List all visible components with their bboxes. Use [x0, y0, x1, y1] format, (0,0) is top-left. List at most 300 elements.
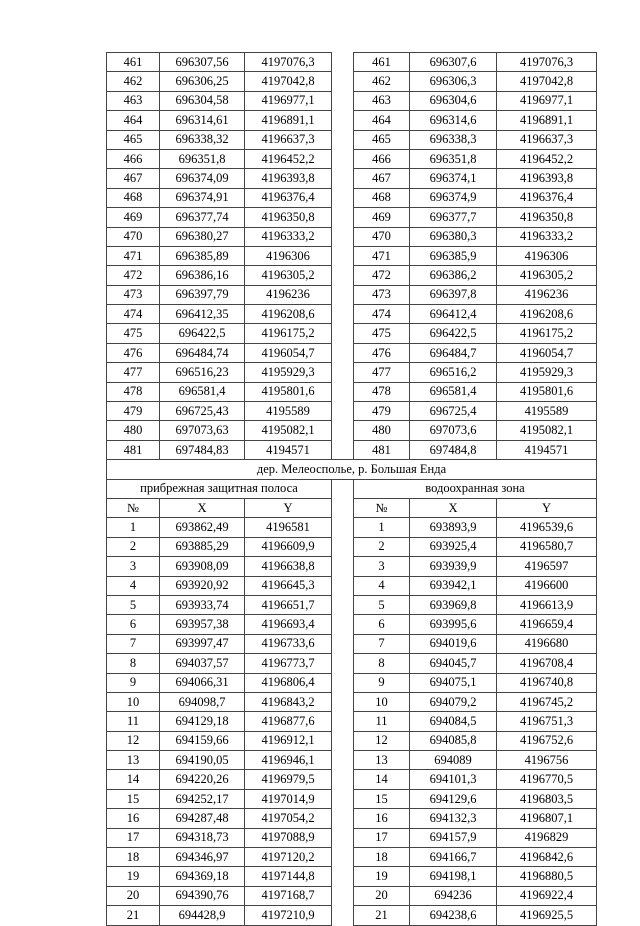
left-x-value: 694159,66 [160, 731, 245, 750]
left-x-value: 696306,25 [160, 72, 245, 91]
right-y-value: 4196393,8 [497, 169, 597, 188]
right-x-value: 693969,8 [410, 595, 497, 614]
column-gap [332, 208, 354, 227]
coordinates-table [106, 52, 597, 926]
right-y-value: 4196539,6 [497, 518, 597, 537]
right-x-value: 694129,6 [410, 789, 497, 808]
left-x-value: 696338,32 [160, 130, 245, 149]
left-point-number: 17 [107, 828, 160, 847]
column-header-row [107, 498, 597, 517]
right-point-number: 8 [354, 654, 410, 673]
column-gap [332, 479, 354, 498]
right-y-value: 4196708,4 [497, 654, 597, 673]
left-point-number: 8 [107, 654, 160, 673]
right-y-value: 4194571 [497, 440, 597, 459]
left-y-value: 4197144,8 [245, 867, 332, 886]
right-point-number: 471 [354, 246, 410, 265]
right-x-value: 696397,8 [410, 285, 497, 304]
left-x-value: 696725,43 [160, 402, 245, 421]
left-y-value: 4196609,9 [245, 537, 332, 556]
left-y-value: 4196979,5 [245, 770, 332, 789]
column-gap [332, 537, 354, 556]
right-y-value: 4196751,3 [497, 712, 597, 731]
table-row [107, 324, 597, 343]
table-row [107, 130, 597, 149]
left-y-value: 4195589 [245, 402, 332, 421]
left-point-number: 10 [107, 692, 160, 711]
right-y-value: 4196925,5 [497, 906, 597, 925]
table-row [107, 576, 597, 595]
table-row [107, 266, 597, 285]
left-point-number: 467 [107, 169, 160, 188]
left-y-value: 4197088,9 [245, 828, 332, 847]
right-x-value: 696377,7 [410, 208, 497, 227]
left-y-value: 4196393,8 [245, 169, 332, 188]
left-y-value: 4197210,9 [245, 906, 332, 925]
right-y-value: 4196305,2 [497, 266, 597, 285]
section-header [107, 460, 597, 518]
lower-rows [107, 518, 597, 925]
right-y-value: 4196752,6 [497, 731, 597, 750]
right-x-value: 696380,3 [410, 227, 497, 246]
coordinates-sheet [106, 52, 596, 926]
column-gap [332, 906, 354, 925]
right-y-value: 4196977,1 [497, 91, 597, 110]
column-gap [332, 518, 354, 537]
right-x-value: 693995,6 [410, 615, 497, 634]
left-x-value: 694428,9 [160, 906, 245, 925]
left-x-value: 693957,38 [160, 615, 245, 634]
right-point-number: 473 [354, 285, 410, 304]
right-x-value: 697073,6 [410, 421, 497, 440]
column-gap [332, 227, 354, 246]
left-y-value: 4196806,4 [245, 673, 332, 692]
left-x-value: 696422,5 [160, 324, 245, 343]
left-point-number: 472 [107, 266, 160, 285]
right-y-value: 4195801,6 [497, 382, 597, 401]
table-row [107, 53, 597, 72]
left-x-value: 696307,56 [160, 53, 245, 72]
left-x-value: 694129,18 [160, 712, 245, 731]
column-gap [332, 324, 354, 343]
left-x-value: 697073,63 [160, 421, 245, 440]
right-x-value: 696307,6 [410, 53, 497, 72]
right-x-value: 694019,6 [410, 634, 497, 653]
left-point-number: 12 [107, 731, 160, 750]
left-y-value: 4196306 [245, 246, 332, 265]
left-point-number: 464 [107, 111, 160, 130]
table-row [107, 537, 597, 556]
left-x-value: 697484,83 [160, 440, 245, 459]
table-row [107, 731, 597, 750]
left-x-value: 696484,74 [160, 343, 245, 362]
right-x-value: 696314,6 [410, 111, 497, 130]
right-point-number: 1 [354, 518, 410, 537]
table-row [107, 149, 597, 168]
left-y-value: 4196843,2 [245, 692, 332, 711]
right-y-value: 4197042,8 [497, 72, 597, 91]
right-y-value: 4195589 [497, 402, 597, 421]
right-x-value: 693925,4 [410, 537, 497, 556]
left-x-value: 694252,17 [160, 789, 245, 808]
left-point-number: 20 [107, 886, 160, 905]
table-row [107, 363, 597, 382]
left-x-value: 694037,57 [160, 654, 245, 673]
right-y-value: 4196680 [497, 634, 597, 653]
left-point-number: 9 [107, 673, 160, 692]
right-x-value: 696351,8 [410, 149, 497, 168]
table-row [107, 712, 597, 731]
column-gap [332, 188, 354, 207]
right-point-number: 16 [354, 809, 410, 828]
column-gap [332, 848, 354, 867]
left-y-value: 4197054,2 [245, 809, 332, 828]
left-point-number: 478 [107, 382, 160, 401]
column-gap [332, 440, 354, 459]
column-gap [332, 634, 354, 653]
left-y-value: 4197120,2 [245, 848, 332, 867]
right-y-value: 4196922,4 [497, 886, 597, 905]
left-point-number: 16 [107, 809, 160, 828]
left-y-value: 4196693,4 [245, 615, 332, 634]
left-y-value: 4196877,6 [245, 712, 332, 731]
table-row [107, 615, 597, 634]
left-x-value: 694190,05 [160, 751, 245, 770]
left-y-value: 4196638,8 [245, 557, 332, 576]
right-point-number: 9 [354, 673, 410, 692]
left-x-value: 696385,89 [160, 246, 245, 265]
right-y-value: 4196376,4 [497, 188, 597, 207]
left-x-value: 696304,58 [160, 91, 245, 110]
right-x-value: 696422,5 [410, 324, 497, 343]
left-y-value: 4196452,2 [245, 149, 332, 168]
table-row [107, 673, 597, 692]
left-point-number: 19 [107, 867, 160, 886]
table-row [107, 557, 597, 576]
column-gap [332, 498, 354, 517]
left-x-value: 693933,74 [160, 595, 245, 614]
right-point-number: 464 [354, 111, 410, 130]
left-point-number: 481 [107, 440, 160, 459]
column-gap [332, 673, 354, 692]
right-point-number: 11 [354, 712, 410, 731]
right-x-value: 694198,1 [410, 867, 497, 886]
right-y-value: 4196803,5 [497, 789, 597, 808]
left-point-number: 1 [107, 518, 160, 537]
left-y-value: 4196912,1 [245, 731, 332, 750]
right-point-number: 472 [354, 266, 410, 285]
column-gap [332, 363, 354, 382]
table-row [107, 828, 597, 847]
table-row [107, 91, 597, 110]
right-y-value: 4196756 [497, 751, 597, 770]
right-point-number: 463 [354, 91, 410, 110]
table-row [107, 867, 597, 886]
left-point-number: 21 [107, 906, 160, 925]
left-y-value: 4196651,7 [245, 595, 332, 614]
left-y-value: 4196581 [245, 518, 332, 537]
upper-rows [107, 53, 597, 460]
column-gap [332, 149, 354, 168]
column-gap [332, 246, 354, 265]
right-point-number: 10 [354, 692, 410, 711]
left-y-value: 4194571 [245, 440, 332, 459]
right-y-value: 4196597 [497, 557, 597, 576]
right-y-value: 4196580,7 [497, 537, 597, 556]
table-row [107, 848, 597, 867]
right-x-value: 696306,3 [410, 72, 497, 91]
column-gap [332, 169, 354, 188]
table-row [107, 305, 597, 324]
right-y-value: 4196452,2 [497, 149, 597, 168]
left-y-value: 4196946,1 [245, 751, 332, 770]
table-row [107, 595, 597, 614]
left-point-number: 3 [107, 557, 160, 576]
left-point-number: 14 [107, 770, 160, 789]
left-x-header: X [160, 498, 245, 517]
left-y-value: 4196376,4 [245, 188, 332, 207]
left-point-number: 13 [107, 751, 160, 770]
left-y-value: 4195082,1 [245, 421, 332, 440]
table-row [107, 421, 597, 440]
right-point-number: 5 [354, 595, 410, 614]
right-y-value: 4196350,8 [497, 208, 597, 227]
left-y-value: 4197168,7 [245, 886, 332, 905]
left-x-value: 694390,76 [160, 886, 245, 905]
right-point-number: 465 [354, 130, 410, 149]
table-row [107, 634, 597, 653]
right-point-number: 474 [354, 305, 410, 324]
left-y-value: 4196333,2 [245, 227, 332, 246]
right-point-number: 466 [354, 149, 410, 168]
right-x-value: 693942,1 [410, 576, 497, 595]
right-x-value: 696385,9 [410, 246, 497, 265]
left-y-value: 4195801,6 [245, 382, 332, 401]
column-gap [332, 72, 354, 91]
right-y-value: 4195082,1 [497, 421, 597, 440]
column-gap [332, 91, 354, 110]
left-point-number: 6 [107, 615, 160, 634]
right-point-number: 14 [354, 770, 410, 789]
column-gap [332, 828, 354, 847]
left-point-number: 468 [107, 188, 160, 207]
column-gap [332, 53, 354, 72]
column-gap [332, 130, 354, 149]
right-x-value: 694085,8 [410, 731, 497, 750]
table-row [107, 654, 597, 673]
table-row [107, 188, 597, 207]
right-y-value: 4196175,2 [497, 324, 597, 343]
left-y-value: 4196054,7 [245, 343, 332, 362]
right-point-number: 481 [354, 440, 410, 459]
column-gap [332, 576, 354, 595]
left-y-value: 4195929,3 [245, 363, 332, 382]
left-x-value: 694066,31 [160, 673, 245, 692]
right-x-value: 694236 [410, 886, 497, 905]
table-row [107, 770, 597, 789]
table-row [107, 246, 597, 265]
left-x-value: 693885,29 [160, 537, 245, 556]
right-y-value: 4196637,3 [497, 130, 597, 149]
right-x-value: 696386,2 [410, 266, 497, 285]
left-x-value: 693997,47 [160, 634, 245, 653]
left-point-number: 11 [107, 712, 160, 731]
column-gap [332, 654, 354, 673]
right-x-value: 693939,9 [410, 557, 497, 576]
column-gap [332, 712, 354, 731]
right-x-value: 696484,7 [410, 343, 497, 362]
right-point-number: 478 [354, 382, 410, 401]
left-x-value: 694098,7 [160, 692, 245, 711]
right-point-number: 13 [354, 751, 410, 770]
right-x-value: 696412,4 [410, 305, 497, 324]
right-x-header: X [410, 498, 497, 517]
column-gap [332, 770, 354, 789]
column-gap [332, 615, 354, 634]
left-x-value: 694220,26 [160, 770, 245, 789]
right-point-number: 20 [354, 886, 410, 905]
column-gap [332, 809, 354, 828]
left-y-value: 4197076,3 [245, 53, 332, 72]
left-point-number: 465 [107, 130, 160, 149]
settlement-title: дер. Мелеосполье, р. Большая Енда [107, 460, 597, 479]
left-x-value: 696412,35 [160, 305, 245, 324]
right-point-number: 479 [354, 402, 410, 421]
right-x-value: 693893,9 [410, 518, 497, 537]
settlement-title-row [107, 460, 597, 479]
column-gap [332, 731, 354, 750]
right-x-value: 696516,2 [410, 363, 497, 382]
column-gap [332, 402, 354, 421]
right-x-value: 694166,7 [410, 848, 497, 867]
left-y-value: 4196733,6 [245, 634, 332, 653]
right-x-value: 694101,3 [410, 770, 497, 789]
right-y-value: 4196208,6 [497, 305, 597, 324]
table-row [107, 440, 597, 459]
right-point-number: 2 [354, 537, 410, 556]
right-x-value: 696374,1 [410, 169, 497, 188]
column-gap [332, 111, 354, 130]
right-point-number: 475 [354, 324, 410, 343]
table-row [107, 111, 597, 130]
right-y-value: 4196054,7 [497, 343, 597, 362]
right-y-value: 4196659,4 [497, 615, 597, 634]
left-x-value: 694287,48 [160, 809, 245, 828]
left-y-value: 4196637,3 [245, 130, 332, 149]
left-y-value: 4196175,2 [245, 324, 332, 343]
right-point-number: 6 [354, 615, 410, 634]
left-x-value: 696581,4 [160, 382, 245, 401]
column-gap [332, 557, 354, 576]
table-row [107, 285, 597, 304]
column-gap [332, 692, 354, 711]
left-y-value: 4196305,2 [245, 266, 332, 285]
left-point-number: 5 [107, 595, 160, 614]
left-y-value: 4196236 [245, 285, 332, 304]
right-y-value: 4196613,9 [497, 595, 597, 614]
right-point-number: 477 [354, 363, 410, 382]
right-point-number: 476 [354, 343, 410, 362]
left-point-number: 470 [107, 227, 160, 246]
column-gap [332, 751, 354, 770]
column-gap [332, 266, 354, 285]
table-row [107, 169, 597, 188]
right-point-number: 469 [354, 208, 410, 227]
left-x-value: 696516,23 [160, 363, 245, 382]
table-row [107, 343, 597, 362]
left-point-number: 469 [107, 208, 160, 227]
right-point-number: 462 [354, 72, 410, 91]
left-x-value: 696386,16 [160, 266, 245, 285]
right-point-number: 467 [354, 169, 410, 188]
left-y-value: 4196208,6 [245, 305, 332, 324]
left-point-number: 473 [107, 285, 160, 304]
left-x-value: 696397,79 [160, 285, 245, 304]
right-point-number: 470 [354, 227, 410, 246]
column-gap [332, 305, 354, 324]
right-x-value: 697484,8 [410, 440, 497, 459]
right-point-number: 18 [354, 848, 410, 867]
right-y-value: 4196333,2 [497, 227, 597, 246]
column-gap [332, 421, 354, 440]
left-y-value: 4196977,1 [245, 91, 332, 110]
table-row [107, 72, 597, 91]
right-x-value: 694079,2 [410, 692, 497, 711]
right-y-value: 4196236 [497, 285, 597, 304]
left-point-number: 4 [107, 576, 160, 595]
left-point-number: 479 [107, 402, 160, 421]
table-row [107, 751, 597, 770]
right-point-number: 4 [354, 576, 410, 595]
right-num-header: № [354, 498, 410, 517]
left-point-number: 476 [107, 343, 160, 362]
left-x-value: 694318,73 [160, 828, 245, 847]
right-y-value: 4196306 [497, 246, 597, 265]
table-row [107, 692, 597, 711]
table-row [107, 906, 597, 925]
right-x-value: 694084,5 [410, 712, 497, 731]
left-point-number: 462 [107, 72, 160, 91]
right-y-header: Y [497, 498, 597, 517]
left-x-value: 696374,09 [160, 169, 245, 188]
right-y-value: 4196891,1 [497, 111, 597, 130]
left-point-number: 480 [107, 421, 160, 440]
right-point-number: 468 [354, 188, 410, 207]
right-y-value: 4195929,3 [497, 363, 597, 382]
left-x-value: 696377,74 [160, 208, 245, 227]
left-y-value: 4197042,8 [245, 72, 332, 91]
left-point-number: 466 [107, 149, 160, 168]
right-y-value: 4196740,8 [497, 673, 597, 692]
right-x-value: 694045,7 [410, 654, 497, 673]
right-x-value: 694132,3 [410, 809, 497, 828]
right-point-number: 19 [354, 867, 410, 886]
right-x-value: 694157,9 [410, 828, 497, 847]
table-row [107, 402, 597, 421]
table-row [107, 886, 597, 905]
right-y-value: 4196600 [497, 576, 597, 595]
left-y-value: 4196773,7 [245, 654, 332, 673]
table-row [107, 789, 597, 808]
table-row [107, 208, 597, 227]
right-subtitle: водоохранная зона [354, 479, 597, 498]
left-y-value: 4197014,9 [245, 789, 332, 808]
left-y-value: 4196891,1 [245, 111, 332, 130]
left-point-number: 2 [107, 537, 160, 556]
left-point-number: 18 [107, 848, 160, 867]
left-point-number: 474 [107, 305, 160, 324]
left-point-number: 461 [107, 53, 160, 72]
